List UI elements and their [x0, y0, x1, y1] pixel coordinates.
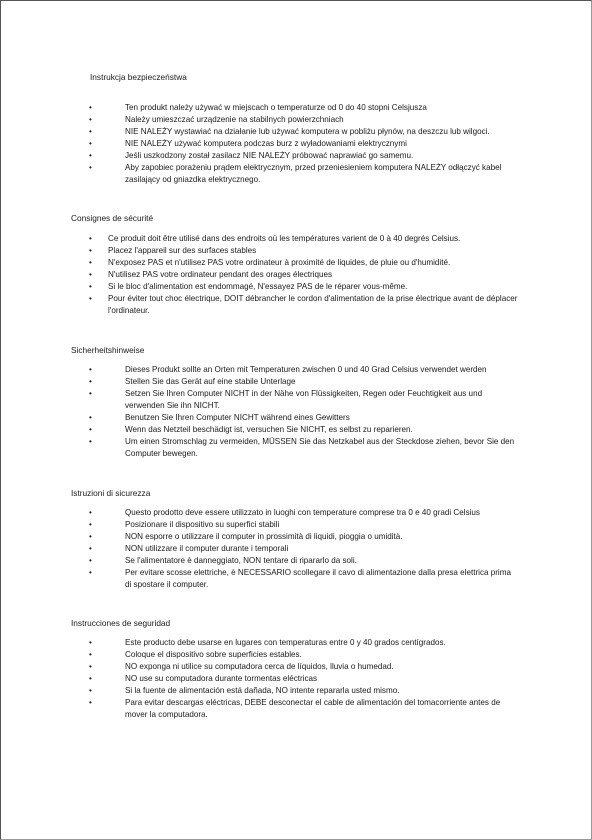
section-title: Consignes de sécurité: [71, 213, 154, 223]
list-item: • Para evitar descargas eléctricas, DEBE desconectar el cable de alimentación del tomacorriente antes de mover la computadora.: [0, 697, 592, 721]
bullet-icon: [89, 531, 95, 543]
section-title: Istruzioni di sicurezza: [71, 488, 151, 498]
list-item: • Pour éviter tout choc électrique, DOIT débrancher le cordon d'alimentation de la prise électrique avant de déplacer l'ordinateur.: [0, 293, 592, 317]
list-item: • Benutzen Sie Ihren Computer NICHT während eines Gewitters: [0, 412, 592, 424]
bullet-icon: [89, 519, 95, 531]
list-item: • Um einen Stromschlag zu vermeiden, MÜSSEN Sie das Netzkabel aus der Steckdose ziehen, bevor Sie den Computer bewegen.: [0, 436, 592, 460]
bullet-icon: [89, 281, 95, 293]
list-item: • Placez l'appareil sur des surfaces stables: [0, 245, 592, 257]
list-item: • Ten produkt należy używać w miejscach o temperaturze od 0 do 40 stopni Celsjusza: [0, 102, 592, 114]
list-item: • Posizionare il dispositivo su superfici stabili: [0, 519, 592, 531]
bullet-icon: [89, 257, 95, 269]
list-item: • NO use su computadora durante tormentas eléctricas: [0, 673, 592, 685]
bullet-list: [0, 637, 592, 721]
bullet-list: [0, 102, 592, 186]
bullet-icon: [89, 102, 95, 114]
section-title: Instrukcja bezpieczeństwa: [90, 72, 187, 82]
bullet-icon: [89, 543, 95, 555]
bullet-icon: [89, 269, 95, 281]
bullet-icon: [89, 685, 95, 697]
bullet-icon: [89, 424, 95, 436]
bullet-icon: [89, 637, 95, 649]
bullet-icon: [89, 293, 95, 305]
bullet-icon: [89, 673, 95, 685]
list-item: • Ce produit doit être utilisé dans des endroits où les températures varient de 0 à 40 degrés Celsius.: [0, 233, 592, 245]
list-item: • Coloque el dispositivo sobre superficies estables.: [0, 649, 592, 661]
bullet-icon: [89, 376, 95, 388]
bullet-icon: [89, 436, 95, 448]
list-item: • Wenn das Netzteil beschädigt ist, versuchen Sie NICHT, es selbst zu reparieren.: [0, 424, 592, 436]
list-item: • N'exposez PAS et n'utilisez PAS votre ordinateur à proximité de liquides, de pluie ou d'humidité.: [0, 257, 592, 269]
bullet-icon: [89, 126, 95, 138]
bullet-icon: [89, 162, 95, 174]
bullet-icon: [89, 388, 95, 400]
list-item: • NON esporre o utilizzare il computer in prossimità di liquidi, pioggia o umidità.: [0, 531, 592, 543]
list-item: • Per evitare scosse elettriche, è NECESSARIO scollegare il cavo di alimentazione dalla presa elettrica prima di spostare il computer.: [0, 567, 592, 591]
list-item: • Należy umieszczać urządzenie na stabilnych powierzchniach: [0, 114, 592, 126]
section-title: Sicherheitshinweise: [71, 345, 145, 355]
list-item: • Dieses Produkt sollte an Orten mit Temperaturen zwischen 0 und 40 Grad Celsius verwendet werden: [0, 364, 592, 376]
list-item: • Jeśli uszkodzony został zasilacz NIE NALEŻY próbować naprawiać go samemu.: [0, 150, 592, 162]
bullet-icon: [89, 412, 95, 424]
bullet-icon: [89, 150, 95, 162]
list-item: • NO exponga ni utilice su computadora cerca de líquidos, lluvia o humedad.: [0, 661, 592, 673]
bullet-icon: [89, 233, 95, 245]
list-item: • Se l'alimentatore è danneggiato, NON tentare di ripararlo da soli.: [0, 555, 592, 567]
list-item: • Stellen Sie das Gerät auf eine stabile Unterlage: [0, 376, 592, 388]
list-item: • NIE NALEŻY używać komputera podczas burz z wyładowaniami elektrycznymi: [0, 138, 592, 150]
bullet-icon: [89, 661, 95, 673]
list-item: • Si la fuente de alimentación está dañada, NO intente repararla usted mismo.: [0, 685, 592, 697]
list-item: • Si le bloc d'alimentation est endommagé, N'essayez PAS de le réparer vous-même.: [0, 281, 592, 293]
bullet-icon: [89, 364, 95, 376]
list-item: • NON utilizzare il computer durante i temporali: [0, 543, 592, 555]
bullet-list: [0, 507, 592, 591]
bullet-icon: [89, 138, 95, 150]
bullet-list: [0, 364, 592, 460]
section-title: Instrucciones de seguridad: [71, 618, 171, 628]
bullet-icon: [89, 114, 95, 126]
bullet-icon: [89, 567, 95, 579]
bullet-icon: [89, 697, 95, 709]
bullet-icon: [89, 245, 95, 257]
list-item: • Este producto debe usarse en lugares con temperaturas entre 0 y 40 grados centígrados.: [0, 637, 592, 649]
bullet-icon: [89, 555, 95, 567]
list-item: • Questo prodotto deve essere utilizzato in luoghi con temperature comprese tra 0 e 40 gradi Celsius: [0, 507, 592, 519]
list-item: • NIE NALEŻY wystawiać na działanie lub używać komputera w pobliżu płynów, na deszczu lub wilgoci.: [0, 126, 592, 138]
bullet-icon: [89, 649, 95, 661]
list-item: • Setzen Sie Ihren Computer NICHT in der Nähe von Flüssigkeiten, Regen oder Feuchtigkeit aus und verwenden Sie ihn NICHT.: [0, 388, 592, 412]
bullet-icon: [89, 507, 95, 519]
list-item: • Aby zapobiec porażeniu prądem elektrycznym, przed przeniesieniem komputera NALEŻY odłączyć kabel zasilający od gniazdka elektrycznego.: [0, 162, 592, 186]
bullet-list: [0, 233, 592, 317]
list-item: • N'utilisez PAS votre ordinateur pendant des orages électriques: [0, 269, 592, 281]
